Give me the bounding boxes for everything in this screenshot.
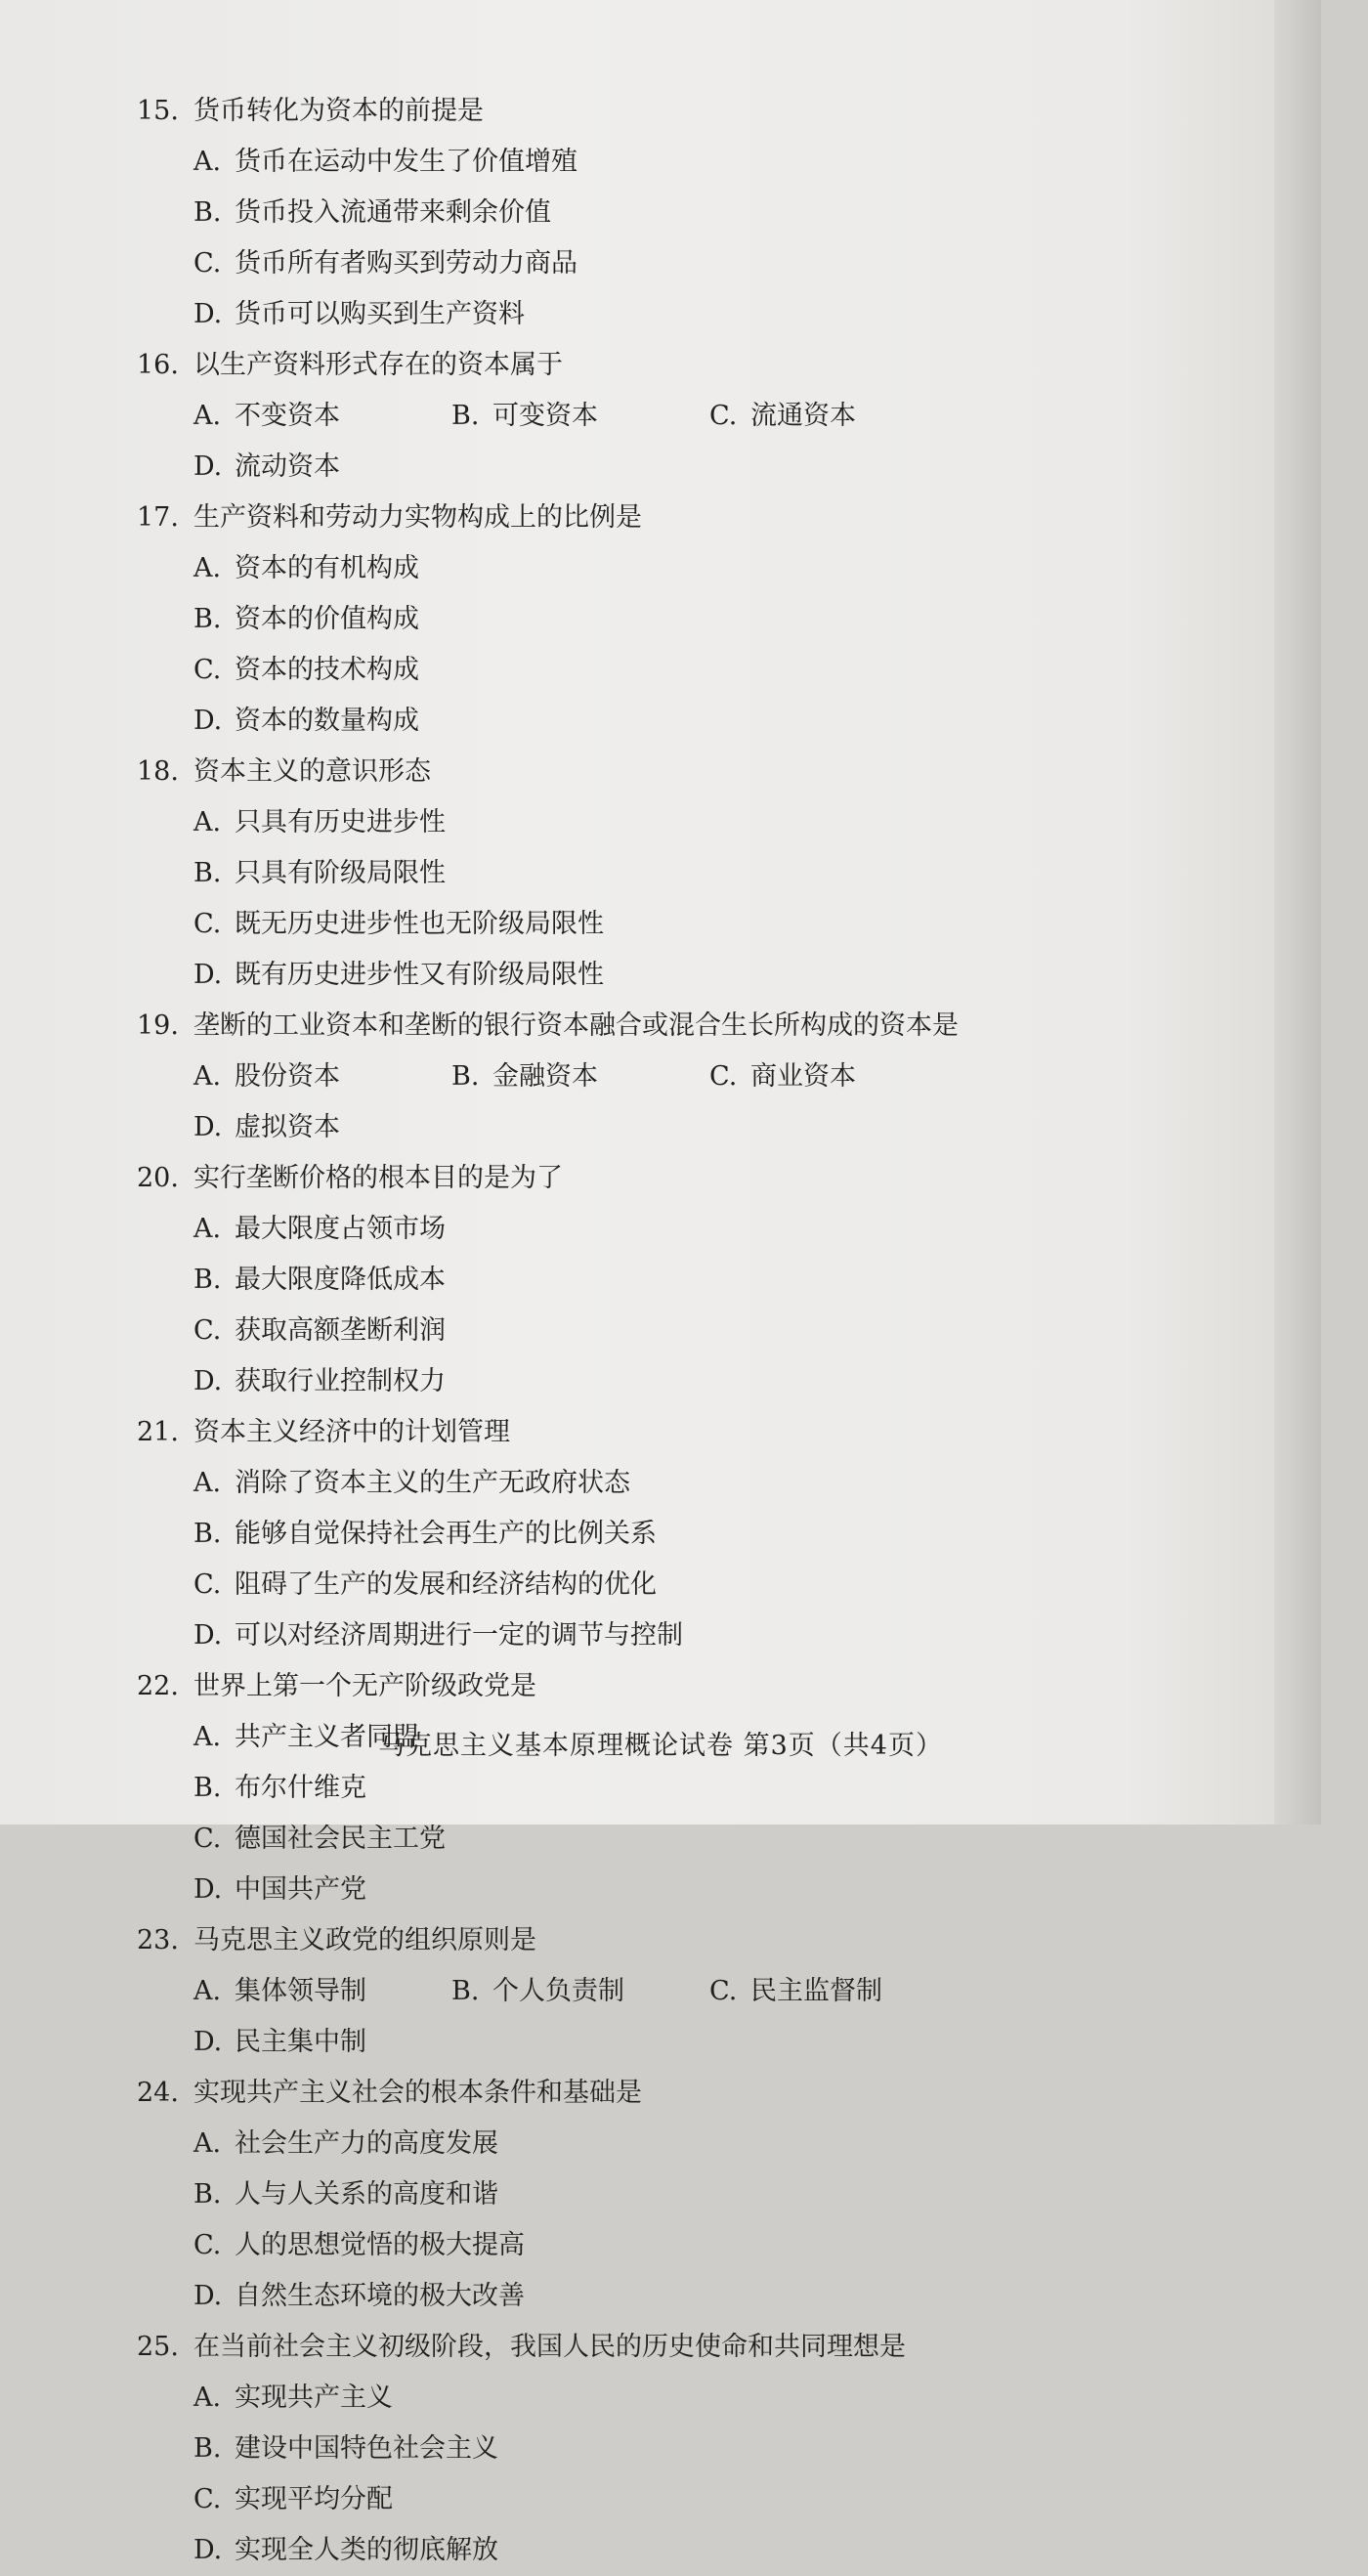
option-text: 既无历史进步性也无阶级局限性 xyxy=(235,909,604,939)
option-a xyxy=(193,1458,1219,1509)
question-stem xyxy=(137,1153,1221,1204)
question-number: 23. xyxy=(137,1925,179,1955)
option-text: 阻碍了生产的发展和经济结构的优化 xyxy=(235,1569,657,1600)
option-text: 金融资本 xyxy=(492,1061,598,1092)
option-text: 商业资本 xyxy=(750,1061,856,1092)
option-d xyxy=(193,442,451,493)
question-stem xyxy=(137,1915,1221,1966)
option-c xyxy=(193,1306,709,1356)
question-text: 在当前社会主义初级阶段，我国人民的历史使命和共同理想是 xyxy=(193,2332,906,2362)
question-number: 22. xyxy=(137,1671,179,1701)
question-number: 16. xyxy=(137,350,179,380)
option-d xyxy=(193,2017,451,2068)
option-text: 可变资本 xyxy=(492,401,598,431)
question-text: 实现共产主义社会的根本条件和基础是 xyxy=(193,2078,642,2108)
option-a xyxy=(193,1204,709,1255)
option-b xyxy=(193,1255,709,1306)
option-label: A. xyxy=(193,1061,222,1092)
option-b xyxy=(451,1966,709,2017)
question-19 xyxy=(137,1001,1221,1153)
option-a xyxy=(193,391,451,442)
question-number: 18. xyxy=(137,756,179,787)
question-22 xyxy=(137,1661,1221,1915)
option-list xyxy=(137,2373,1221,2576)
option-list xyxy=(137,391,1221,493)
option-label: C. xyxy=(709,401,738,431)
option-label: B. xyxy=(451,1061,480,1092)
option-label: C. xyxy=(193,1315,222,1346)
question-stem xyxy=(137,1661,1221,1712)
option-text: 资本的有机构成 xyxy=(235,553,419,583)
option-label: C. xyxy=(193,2230,222,2260)
option-label: D. xyxy=(193,960,223,990)
option-label: B. xyxy=(193,2179,222,2210)
option-text: 货币所有者购买到劳动力商品 xyxy=(235,248,577,279)
question-16 xyxy=(137,340,1221,493)
option-label: C. xyxy=(193,909,222,939)
option-text: 集体领导制 xyxy=(235,1976,366,2006)
option-d xyxy=(193,2271,709,2322)
option-b xyxy=(451,1052,709,1102)
option-label: C. xyxy=(193,655,222,685)
option-c xyxy=(709,391,967,442)
question-text: 资本主义的意识形态 xyxy=(193,756,431,787)
option-label: D. xyxy=(193,2281,223,2311)
question-text: 马克思主义政党的组织原则是 xyxy=(193,1925,536,1955)
option-label: D. xyxy=(193,2027,223,2057)
option-text: 自然生态环境的极大改善 xyxy=(235,2281,525,2311)
option-c xyxy=(193,238,709,289)
option-label: A. xyxy=(193,1722,222,1752)
question-number: 19. xyxy=(137,1010,179,1041)
option-a xyxy=(193,137,709,188)
option-label: B. xyxy=(193,1773,222,1803)
option-list xyxy=(137,137,1221,340)
option-label: C. xyxy=(709,1061,738,1092)
option-d xyxy=(193,696,709,747)
question-stem xyxy=(137,2322,1221,2373)
option-text: 建设中国特色社会主义 xyxy=(235,2433,498,2464)
option-text: 不变资本 xyxy=(235,401,340,431)
option-text: 资本的技术构成 xyxy=(235,655,419,685)
option-c xyxy=(193,2220,709,2271)
option-d xyxy=(193,289,709,340)
option-d xyxy=(193,1356,709,1407)
option-label: C. xyxy=(709,1976,738,2006)
question-25 xyxy=(137,2322,1221,2576)
option-c xyxy=(193,899,709,950)
option-label: D. xyxy=(193,1874,223,1905)
option-text: 共产主义者同盟 xyxy=(235,1722,419,1752)
option-text: 消除了资本主义的生产无政府状态 xyxy=(235,1468,630,1498)
option-text: 既有历史进步性又有阶级局限性 xyxy=(235,960,604,990)
option-text: 最大限度降低成本 xyxy=(235,1265,446,1295)
question-text: 资本主义经济中的计划管理 xyxy=(193,1417,510,1447)
option-text: 货币投入流通带来剩余价值 xyxy=(235,197,551,228)
question-stem xyxy=(137,340,1221,391)
option-b xyxy=(193,1763,709,1814)
question-list xyxy=(137,86,1221,2576)
option-label: B. xyxy=(193,2433,222,2464)
question-number: 21. xyxy=(137,1417,179,1447)
option-text: 流动资本 xyxy=(235,451,340,482)
option-a xyxy=(193,797,709,848)
question-stem xyxy=(137,86,1221,137)
option-label: A. xyxy=(193,2128,222,2159)
question-17 xyxy=(137,493,1221,747)
option-label: C. xyxy=(193,248,222,279)
option-a xyxy=(193,1052,451,1102)
question-text: 实行垄断价格的根本目的是为了 xyxy=(193,1163,563,1193)
option-text: 个人负责制 xyxy=(492,1976,624,2006)
option-text: 获取高额垄断利润 xyxy=(235,1315,446,1346)
option-label: C. xyxy=(193,1569,222,1600)
option-label: D. xyxy=(193,451,223,482)
option-label: A. xyxy=(193,401,222,431)
option-label: A. xyxy=(193,807,222,837)
option-b xyxy=(193,594,709,645)
option-a xyxy=(193,543,709,594)
option-b xyxy=(451,391,709,442)
option-label: D. xyxy=(193,1620,223,1651)
option-c xyxy=(193,645,709,696)
option-text: 民主集中制 xyxy=(235,2027,366,2057)
question-stem xyxy=(137,1407,1221,1458)
option-text: 资本的数量构成 xyxy=(235,706,419,736)
question-18 xyxy=(137,747,1221,1001)
question-text: 垄断的工业资本和垄断的银行资本融合或混合生长所构成的资本是 xyxy=(193,1010,959,1041)
option-a xyxy=(193,2373,709,2424)
question-15 xyxy=(137,86,1221,340)
option-d xyxy=(193,2525,709,2576)
option-a xyxy=(193,1966,451,2017)
option-text: 民主监督制 xyxy=(750,1976,882,2006)
option-list xyxy=(137,543,1221,747)
option-label: B. xyxy=(451,1976,480,2006)
question-23 xyxy=(137,1915,1221,2068)
option-label: A. xyxy=(193,147,222,177)
option-a xyxy=(193,2119,709,2169)
option-label: A. xyxy=(193,1468,222,1498)
option-text: 德国社会民主工党 xyxy=(235,1824,446,1854)
option-text: 流通资本 xyxy=(750,401,856,431)
option-list xyxy=(137,1966,1221,2068)
option-c xyxy=(709,1966,967,2017)
option-text: 中国共产党 xyxy=(235,1874,366,1905)
option-c xyxy=(193,1560,1219,1610)
option-label: A. xyxy=(193,1976,222,2006)
question-20 xyxy=(137,1153,1221,1407)
option-text: 最大限度占领市场 xyxy=(235,1214,446,1244)
question-24 xyxy=(137,2068,1221,2322)
page-edge xyxy=(1274,0,1321,1825)
option-b xyxy=(193,188,709,238)
option-b xyxy=(193,1509,1219,1560)
option-text: 能够自觉保持社会再生产的比例关系 xyxy=(235,1519,657,1549)
option-label: B. xyxy=(193,604,222,634)
option-text: 布尔什维克 xyxy=(235,1773,366,1803)
option-label: B. xyxy=(193,1265,222,1295)
option-label: A. xyxy=(193,553,222,583)
question-number: 24. xyxy=(137,2078,179,2108)
question-number: 20. xyxy=(137,1163,179,1193)
option-list xyxy=(137,1204,1221,1407)
option-label: B. xyxy=(193,197,222,228)
option-text: 只具有阶级局限性 xyxy=(235,858,446,888)
option-label: D. xyxy=(193,1112,223,1142)
question-number: 15. xyxy=(137,96,179,126)
option-text: 获取行业控制权力 xyxy=(235,1366,446,1396)
option-b xyxy=(193,848,709,899)
option-label: C. xyxy=(193,2484,222,2514)
question-text: 货币转化为资本的前提是 xyxy=(193,96,484,126)
option-b xyxy=(193,2424,709,2474)
option-b xyxy=(193,2169,709,2220)
option-list xyxy=(137,2119,1221,2322)
question-number: 25. xyxy=(137,2332,179,2362)
option-list xyxy=(137,1458,1221,1661)
option-label: B. xyxy=(451,401,480,431)
option-label: B. xyxy=(193,858,222,888)
option-text: 资本的价值构成 xyxy=(235,604,419,634)
option-label: D. xyxy=(193,1366,223,1396)
option-list xyxy=(137,797,1221,1001)
question-text: 生产资料和劳动力实物构成上的比例是 xyxy=(193,502,642,533)
option-text: 货币在运动中发生了价值增殖 xyxy=(235,147,577,177)
option-c xyxy=(193,2474,709,2525)
option-list xyxy=(137,1052,1221,1153)
question-21 xyxy=(137,1407,1221,1661)
page-footer: 马克思主义基本原理概论试卷 第3页（共4页） xyxy=(378,1731,943,1761)
question-stem xyxy=(137,1001,1221,1052)
option-c xyxy=(709,1052,967,1102)
option-label: B. xyxy=(193,1519,222,1549)
option-text: 人与人关系的高度和谐 xyxy=(235,2179,498,2210)
option-text: 可以对经济周期进行一定的调节与控制 xyxy=(235,1620,683,1651)
option-label: A. xyxy=(193,2383,222,2413)
question-number: 17. xyxy=(137,502,179,533)
question-text: 世界上第一个无产阶级政党是 xyxy=(193,1671,536,1701)
option-d xyxy=(193,1865,709,1915)
option-label: D. xyxy=(193,2535,223,2565)
option-text: 只具有历史进步性 xyxy=(235,807,446,837)
option-d xyxy=(193,1610,1219,1661)
option-d xyxy=(193,1102,451,1153)
option-label: D. xyxy=(193,706,223,736)
option-text: 实现平均分配 xyxy=(235,2484,393,2514)
question-stem xyxy=(137,2068,1221,2119)
option-text: 实现全人类的彻底解放 xyxy=(235,2535,498,2565)
question-stem xyxy=(137,747,1221,797)
option-text: 股份资本 xyxy=(235,1061,340,1092)
option-text: 实现共产主义 xyxy=(235,2383,393,2413)
option-label: D. xyxy=(193,299,223,329)
option-label: A. xyxy=(193,1214,222,1244)
option-label: C. xyxy=(193,1824,222,1854)
question-stem xyxy=(137,493,1221,543)
question-text: 以生产资料形式存在的资本属于 xyxy=(193,350,563,380)
option-c xyxy=(193,1814,709,1865)
option-text: 人的思想觉悟的极大提高 xyxy=(235,2230,525,2260)
option-text: 货币可以购买到生产资料 xyxy=(235,299,525,329)
option-text: 虚拟资本 xyxy=(235,1112,340,1142)
option-text: 社会生产力的高度发展 xyxy=(235,2128,498,2159)
option-d xyxy=(193,950,709,1001)
